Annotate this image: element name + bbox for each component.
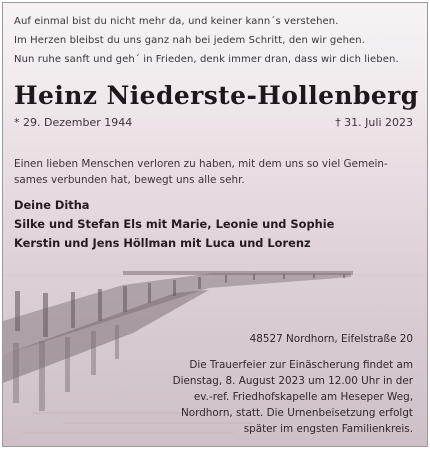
- verse-line: Im Herzen bleibst du uns ganz nah bei jedem Schritt, den wir gehen.: [14, 35, 365, 46]
- ceremony-line: Nordhorn, statt. Die Urnenbeisetzung erfolgt: [180, 407, 413, 419]
- family-line: Deine Ditha: [14, 198, 90, 212]
- birth-date: * 29. Dezember 1944: [14, 116, 133, 129]
- verse-line: Auf einmal bist du nicht mehr da, und keiner kann´s verstehen.: [14, 16, 339, 27]
- address: 48527 Nordhorn, Eifelstraße 20: [249, 333, 413, 345]
- deceased-name: Heinz Niederste-Hollenberg: [14, 81, 419, 110]
- message-line: sames verbunden hat, bewegt uns alle sehr.: [14, 174, 245, 186]
- ceremony-line: Die Trauerfeier zur Einäscherung findet am: [189, 359, 413, 371]
- ceremony-line: später im engsten Familienkreis.: [243, 423, 413, 435]
- death-date: † 31. Juli 2023: [335, 116, 413, 129]
- family-line: Kerstin und Jens Höllman mit Luca und Lorenz: [14, 236, 311, 250]
- message-line: Einen lieben Menschen verloren zu haben, mit dem uns so viel Gemein-: [14, 158, 388, 170]
- obituary-card: [2, 2, 428, 447]
- verse-line: Nun ruhe sanft und geh´ in Frieden, denk immer dran, dass wir dich lieben.: [14, 54, 399, 65]
- ceremony-line: ev.-ref. Friedhofskapelle am Heseper Weg,: [193, 391, 413, 403]
- ceremony-line: Dienstag, 8. August 2023 um 12.00 Uhr in der: [172, 375, 413, 387]
- family-line: Silke und Stefan Els mit Marie, Leonie und Sophie: [14, 217, 335, 231]
